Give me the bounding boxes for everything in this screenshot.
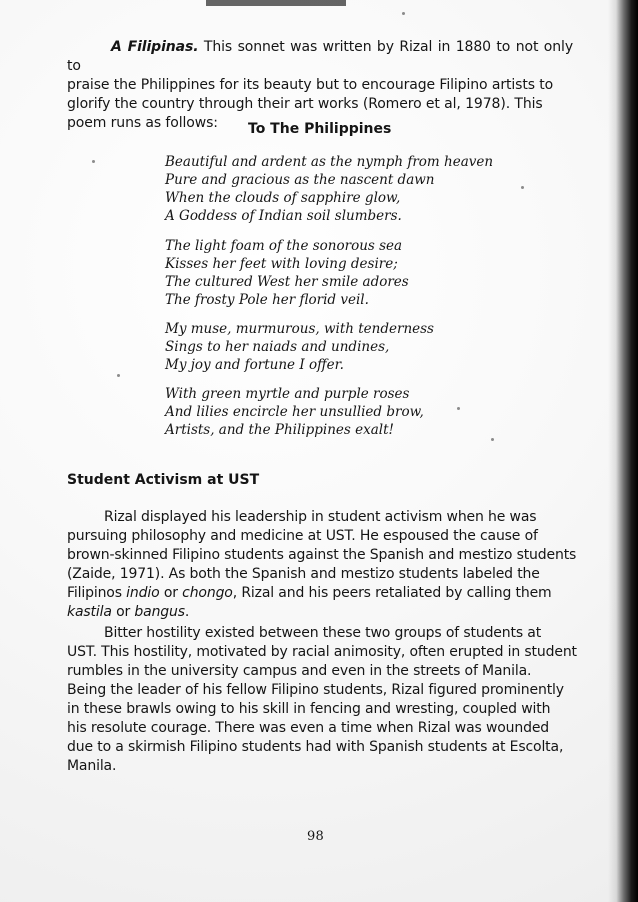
paragraph-line: (Zaide, 1971). As both the Spanish and mestizo students labeled the	[67, 566, 540, 582]
scan-speck	[117, 374, 120, 377]
italic-term-chongo: chongo	[182, 585, 233, 601]
poem-line: My joy and fortune I offer.	[165, 357, 344, 373]
scan-speck	[521, 186, 524, 189]
paragraph-line: Being the leader of his fellow Filipino students, Rizal figured prominently	[67, 682, 564, 698]
poem-line: The cultured West her smile adores	[165, 274, 409, 290]
text-run: , Rizal and his peers retaliated by calling them	[232, 585, 552, 601]
poem-line: Sings to her naiads and undines,	[165, 339, 390, 355]
intro-paragraph	[67, 38, 573, 133]
intro-line-2: praise the Philippines for its beauty but to encourage Filipino artists to	[67, 77, 554, 93]
page-number: 98	[307, 829, 324, 844]
poem-line: The frosty Pole her florid veil.	[165, 292, 369, 308]
page-shadow	[608, 0, 616, 902]
poem-line: A Goddess of Indian soil slumbers.	[165, 208, 402, 224]
section-heading: Student Activism at UST	[67, 472, 260, 488]
text-run: .	[184, 604, 190, 620]
paragraph-line: pursuing philosophy and medicine at UST. He espoused the cause of	[67, 528, 538, 544]
poem-line: When the clouds of sapphire glow,	[165, 190, 401, 206]
scan-speck	[92, 160, 95, 163]
paragraph-line: his resolute courage. There was even a time when Rizal was wounded	[67, 720, 550, 736]
intro-line-1	[67, 38, 573, 76]
poem-line: With green myrtle and purple roses	[165, 386, 410, 402]
student-activism-paragraph-2	[67, 624, 577, 776]
paragraph-line: in these brawls owing to his skill in fencing and wresting, coupled with	[67, 701, 551, 717]
paragraph-line: UST. This hostility, motivated by racial animosity, often erupted in student	[67, 644, 577, 660]
poem-line: Pure and gracious as the nascent dawn	[165, 172, 435, 188]
poem-line: My muse, murmurous, with tenderness	[165, 321, 434, 337]
paragraph-line	[67, 603, 573, 622]
paragraph-line: Bitter hostility existed between these two groups of students at	[104, 625, 542, 641]
text-run: or	[111, 604, 135, 620]
intro-lead: A Filipinas.	[111, 39, 199, 55]
italic-term-kastila: kastila	[67, 604, 112, 620]
poem-stanza-3	[165, 320, 515, 374]
intro-line-4: poem runs as follows:	[67, 115, 218, 131]
right-page-edge	[616, 0, 638, 902]
poem-title: To The Philippines	[248, 121, 392, 137]
poem-line: The light foam of the sonorous sea	[165, 238, 403, 254]
poem-line: Kisses her feet with loving desire;	[165, 256, 398, 272]
poem-line: Beautiful and ardent as the nymph from heaven	[165, 154, 494, 170]
paragraph-line: rumbles in the university campus and even in the streets of Manila.	[67, 663, 532, 679]
student-activism-paragraph-1	[67, 508, 577, 622]
paragraph-line: Rizal displayed his leadership in student activism when he was	[104, 509, 537, 525]
text-run: Filipinos	[67, 585, 127, 601]
poem-stanza-1	[165, 153, 515, 225]
poem-line: Artists, and the Philippines exalt!	[165, 422, 394, 438]
paragraph-line: brown-skinned Filipino students against the Spanish and mestizo students	[67, 547, 577, 563]
poem-line: And lilies encircle her unsullied brow,	[165, 404, 424, 420]
top-scan-mark	[206, 0, 346, 6]
intro-line-3: glorify the country through their art works (Romero et al, 1978). This	[67, 96, 543, 112]
paragraph-line: Manila.	[67, 758, 117, 774]
poem-stanza-4	[165, 385, 515, 439]
scan-speck	[402, 12, 405, 15]
italic-term-bangus: bangus	[134, 604, 185, 620]
text-run: or	[159, 585, 183, 601]
poem-stanza-2	[165, 237, 515, 309]
italic-term-indio: indio	[126, 585, 160, 601]
paragraph-line: due to a skirmish Filipino students had with Spanish students at Escolta,	[67, 739, 564, 755]
intro-text-1: This sonnet was written by Rizal in 1880 to not only to	[67, 39, 574, 74]
paragraph-line	[67, 584, 573, 603]
